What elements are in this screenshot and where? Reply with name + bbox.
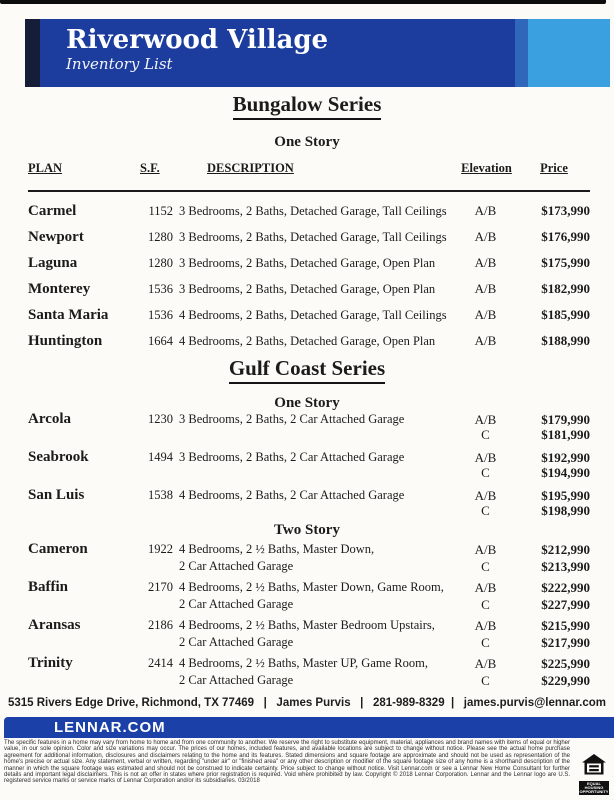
elevation: A/B C <box>474 450 497 480</box>
price: $173,990 <box>541 203 590 218</box>
elevation: A/B C <box>474 618 497 650</box>
square-feet: 1230 <box>148 412 173 426</box>
plan-name: Trinity <box>28 655 73 671</box>
gulf-two-story-label: Two Story <box>274 522 340 538</box>
description: 4 Bedrooms, 2 ½ Baths, Master UP, Game Room, 2 Car Attached Garage <box>179 656 428 687</box>
description: 3 Bedrooms, 2 Baths, 2 Car Attached Garage <box>179 450 405 464</box>
square-feet: 1536 <box>148 308 173 322</box>
description: 3 Bedrooms, 2 Baths, Detached Garage, Tall Ceilings <box>179 230 447 244</box>
plan-name: Monterey <box>28 281 91 297</box>
column-header-price: Price <box>540 161 568 175</box>
square-feet: 2186 <box>148 618 173 632</box>
description: 3 Bedrooms, 2 Baths, Detached Garage, Open Plan <box>179 256 436 270</box>
document-subtitle: Inventory List <box>66 55 173 73</box>
price: $212,990 $213,990 <box>541 542 590 574</box>
community-title: Riverwood Village <box>66 25 329 55</box>
column-header-elevation: Elevation <box>461 161 512 175</box>
plan-name: Aransas <box>28 617 81 633</box>
square-feet: 1280 <box>148 230 173 244</box>
table-row <box>28 302 590 328</box>
column-header-description: DESCRIPTION <box>207 161 294 175</box>
square-feet: 1664 <box>148 334 173 348</box>
price: $192,990 $194,990 <box>541 450 590 480</box>
square-feet: 1152 <box>148 204 173 218</box>
table-row <box>28 198 590 224</box>
plan-name: Carmel <box>28 203 77 219</box>
table-row <box>28 412 590 442</box>
elevation: A/B <box>474 255 497 270</box>
table-row <box>28 488 590 518</box>
elevation: A/B <box>474 229 497 244</box>
bungalow-one-story-label: One Story <box>274 134 340 150</box>
description: 3 Bedrooms, 2 Baths, Detached Garage, Open Plan <box>179 282 436 296</box>
table-row <box>28 541 590 575</box>
price: $195,990 $198,990 <box>541 488 590 518</box>
price: $188,990 <box>541 333 590 348</box>
plan-name: Santa Maria <box>28 307 109 323</box>
elevation: A/B <box>474 281 497 296</box>
square-feet: 2414 <box>148 656 173 670</box>
gulf-one-story-table <box>28 412 590 526</box>
column-header-plan: PLAN <box>28 161 63 175</box>
table-row <box>28 224 590 250</box>
square-feet: 1494 <box>148 450 173 464</box>
bungalow-series-title: Bungalow Series <box>0 92 614 120</box>
column-header-sf: S.F. <box>140 161 160 175</box>
header-band-mid-stripe <box>515 19 528 87</box>
gulf-one-story-label: One Story <box>274 395 340 411</box>
elevation: A/B C <box>474 656 497 688</box>
table-row <box>28 250 590 276</box>
price: $222,990 $227,990 <box>541 580 590 612</box>
contact-line: 5315 Rivers Edge Drive, Richmond, TX 77469 | James Purvis | 281-989-8329 | james.purvis@lennar.com <box>7 697 607 709</box>
table-row <box>28 276 590 302</box>
bungalow-table <box>28 198 590 354</box>
price: $179,990 $181,990 <box>541 412 590 442</box>
description: 4 Bedrooms, 2 ½ Baths, Master Down, 2 Car Attached Garage <box>179 542 375 573</box>
square-feet: 2170 <box>148 580 173 594</box>
table-row <box>28 655 590 689</box>
elevation: A/B <box>474 333 497 348</box>
gulf-coast-series-title: Gulf Coast Series <box>0 356 614 384</box>
legal-disclaimer: The specific features in a home may vary from home to home and from one community to another. We reserve the right to substitute equipment, material, appliances and brand names with items of equal or higher value, in our sole opinion. Color and size variations may occur. The prices of our homes, included features, and available locations are subject to change without notice. Please see the actual home purchase agreement for additional information, disclosures and disclaimers relating to the home and its features. Stated dimensions and square footage are approximate and should not be used as representation of the home's precise or actual size. Any statement, verbal or written, regarding "under air" or "finished area" or any other description or modifier of the square footage size of any home is a shorthand description of the manner in which the square footage was estimated and should not be construed to indicate certainty. Price subject to change without notice. Visit Lennar.com or see a Lennar New Home Consultant for further details and important legal disclaimers. This is not an offer in states where prior registration is required. Void where prohibited by law. Copyright © 2018 Lennar Corporation. Lennar and the Lennar logo are U.S. registered service marks or service marks of Lennar Corporation and/or its subsidiaries. 03/2018 <box>4 740 570 785</box>
description: 4 Bedrooms, 2 Baths, 2 Car Attached Garage <box>179 488 405 502</box>
elevation: A/B C <box>474 488 497 518</box>
price: $175,990 <box>541 255 590 270</box>
table-row <box>28 579 590 613</box>
gulf-two-story-table <box>28 541 590 693</box>
price: $185,990 <box>541 307 590 322</box>
header-rule <box>28 190 590 192</box>
table-row <box>28 617 590 651</box>
price: $215,990 $217,990 <box>541 618 590 650</box>
equal-housing-icon <box>582 754 606 775</box>
header-band-dark-stripe <box>25 19 40 87</box>
plan-name: Cameron <box>28 541 88 557</box>
table-row <box>28 450 590 480</box>
table-row <box>28 328 590 354</box>
header-band-light-block <box>528 19 610 87</box>
price: $176,990 <box>541 229 590 244</box>
square-feet: 1922 <box>148 542 173 556</box>
plan-name: Laguna <box>28 255 78 271</box>
description: 4 Bedrooms, 2 Baths, Detached Garage, Tall Ceilings <box>179 308 447 322</box>
plan-name: Baffin <box>28 579 69 595</box>
square-feet: 1280 <box>148 256 173 270</box>
header-band-main <box>40 19 515 87</box>
elevation: A/B <box>474 307 497 322</box>
scan-edge-artifact <box>0 0 606 4</box>
description: 4 Bedrooms, 2 Baths, Detached Garage, Open Plan <box>179 334 436 348</box>
square-feet: 1536 <box>148 282 173 296</box>
equal-housing-logo <box>579 754 609 795</box>
plan-name: San Luis <box>28 487 85 503</box>
description: 3 Bedrooms, 2 Baths, Detached Garage, Tall Ceilings <box>179 204 447 218</box>
elevation: A/B C <box>474 412 497 442</box>
elevation: A/B C <box>474 580 497 612</box>
plan-name: Seabrook <box>28 449 89 465</box>
price: $182,990 <box>541 281 590 296</box>
elevation: A/B <box>474 203 497 218</box>
plan-name: Huntington <box>28 333 103 349</box>
lennar-com-bar <box>4 717 614 738</box>
description: 3 Bedrooms, 2 Baths, 2 Car Attached Garage <box>179 412 405 426</box>
table-column-headers <box>28 161 590 176</box>
equal-housing-label: EQUAL HOUSING OPPORTUNITY <box>579 781 609 794</box>
square-feet: 1538 <box>148 488 173 502</box>
lennar-com-label: LENNAR.COM <box>54 719 166 736</box>
description: 4 Bedrooms, 2 ½ Baths, Master Down, Game Room, 2 Car Attached Garage <box>179 580 444 611</box>
header-band <box>25 19 610 87</box>
plan-name: Arcola <box>28 411 72 427</box>
plan-name: Newport <box>28 229 84 245</box>
description: 4 Bedrooms, 2 ½ Baths, Master Bedroom Upstairs, 2 Car Attached Garage <box>179 618 435 649</box>
price: $225,990 $229,990 <box>541 656 590 688</box>
elevation: A/B C <box>474 542 497 574</box>
